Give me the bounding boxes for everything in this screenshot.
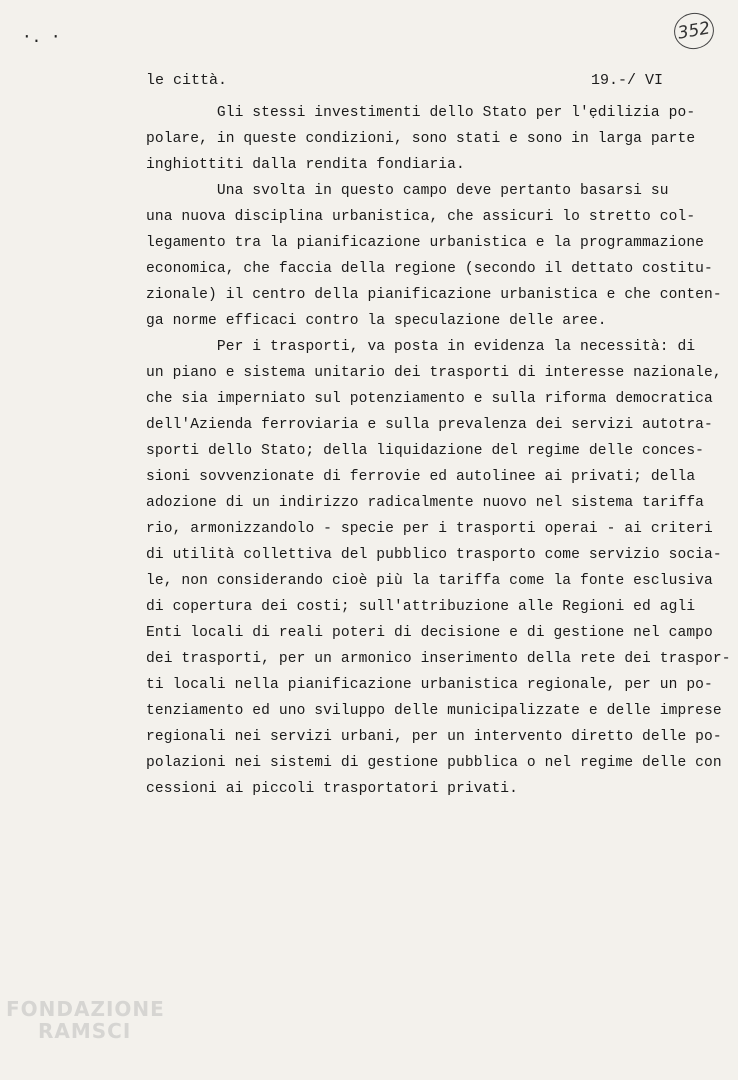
text-line: polazioni nei sistemi di gestione pubblica o nel regime delle con — [146, 755, 722, 771]
text-line: rio, armonizzandolo - specie per i trasporti operai - ai criteri — [146, 521, 713, 537]
paragraph — [146, 334, 731, 802]
text-line: Per i trasporti, va posta in evidenza la necessità: di — [146, 339, 696, 355]
text-line: di copertura dei costi; sull'attribuzione alle Regioni ed agli — [146, 599, 696, 615]
text-line: zionale) il centro della pianificazione urbanistica e che conten- — [146, 287, 722, 303]
text-line: le, non considerando cioè più la tariffa come la fonte esclusiva — [146, 573, 713, 589]
text-line: polare, in queste condizioni, sono stati e sono in larga parte — [146, 131, 696, 147]
text-line: ti locali nella pianificazione urbanistica regionale, per un po- — [146, 677, 713, 693]
text-line: un piano e sistema unitario dei trasporti di interesse nazionale, — [146, 365, 722, 381]
text-line: regionali nei servizi urbani, per un intervento diretto delle po- — [146, 729, 722, 745]
archive-page-number-stamp — [671, 10, 717, 52]
text-line: ga norme efficaci contro la speculazione delle aree. — [146, 313, 607, 329]
archive-number-text: 352 — [676, 18, 712, 44]
watermark-line-1: FONDAZIONE — [6, 997, 165, 1021]
text-line: dei trasporti, per un armonico inserimento della rete dei traspor- — [146, 651, 731, 667]
document-body — [146, 100, 731, 802]
text-line: cessioni ai piccoli trasportatori privati. — [146, 781, 519, 797]
paragraph — [146, 178, 726, 334]
text-line: economica, che faccia della regione (secondo il dettato costitu- — [146, 261, 713, 277]
text-line: inghiottiti dalla rendita fondiaria. — [146, 157, 465, 173]
text-line: sporti dello Stato; della liquidazione del regime delle conces- — [146, 443, 705, 459]
text-line: tenziamento ed uno sviluppo delle municipalizzate e delle imprese — [146, 703, 722, 719]
text-line: Enti locali di reali poteri di decisione e di gestione nel campo — [146, 625, 713, 641]
text-line: Gli stessi investimenti dello Stato per l'ẹdilizia po- — [146, 105, 696, 121]
archive-watermark — [6, 998, 165, 1042]
watermark-line-2: RAMSCI — [38, 1019, 132, 1043]
header-continuation-text: le città. — [146, 72, 228, 89]
text-line: sioni sovvenzionate di ferrovie ed autolinee ai privati; della — [146, 469, 696, 485]
text-line: adozione di un indirizzo radicalmente nuovo nel sistema tariffa — [146, 495, 705, 511]
text-line: dell'Azienda ferroviaria e sulla prevalenza dei servizi autotra- — [146, 417, 713, 433]
stray-marks: ·. · — [22, 27, 61, 46]
text-line: legamento tra la pianificazione urbanistica e la programmazione — [146, 235, 705, 251]
paragraph — [146, 100, 726, 178]
text-line: che sia imperniato sul potenziamento e sulla riforma democratica — [146, 391, 713, 407]
header-page-reference: 19.-/ VI — [591, 72, 664, 89]
text-line: di utilità collettiva del pubblico trasporto come servizio socia- — [146, 547, 722, 563]
text-line: Una svolta in questo campo deve pertanto basarsi su — [146, 183, 669, 199]
text-line: una nuova disciplina urbanistica, che assicuri lo stretto col- — [146, 209, 696, 225]
